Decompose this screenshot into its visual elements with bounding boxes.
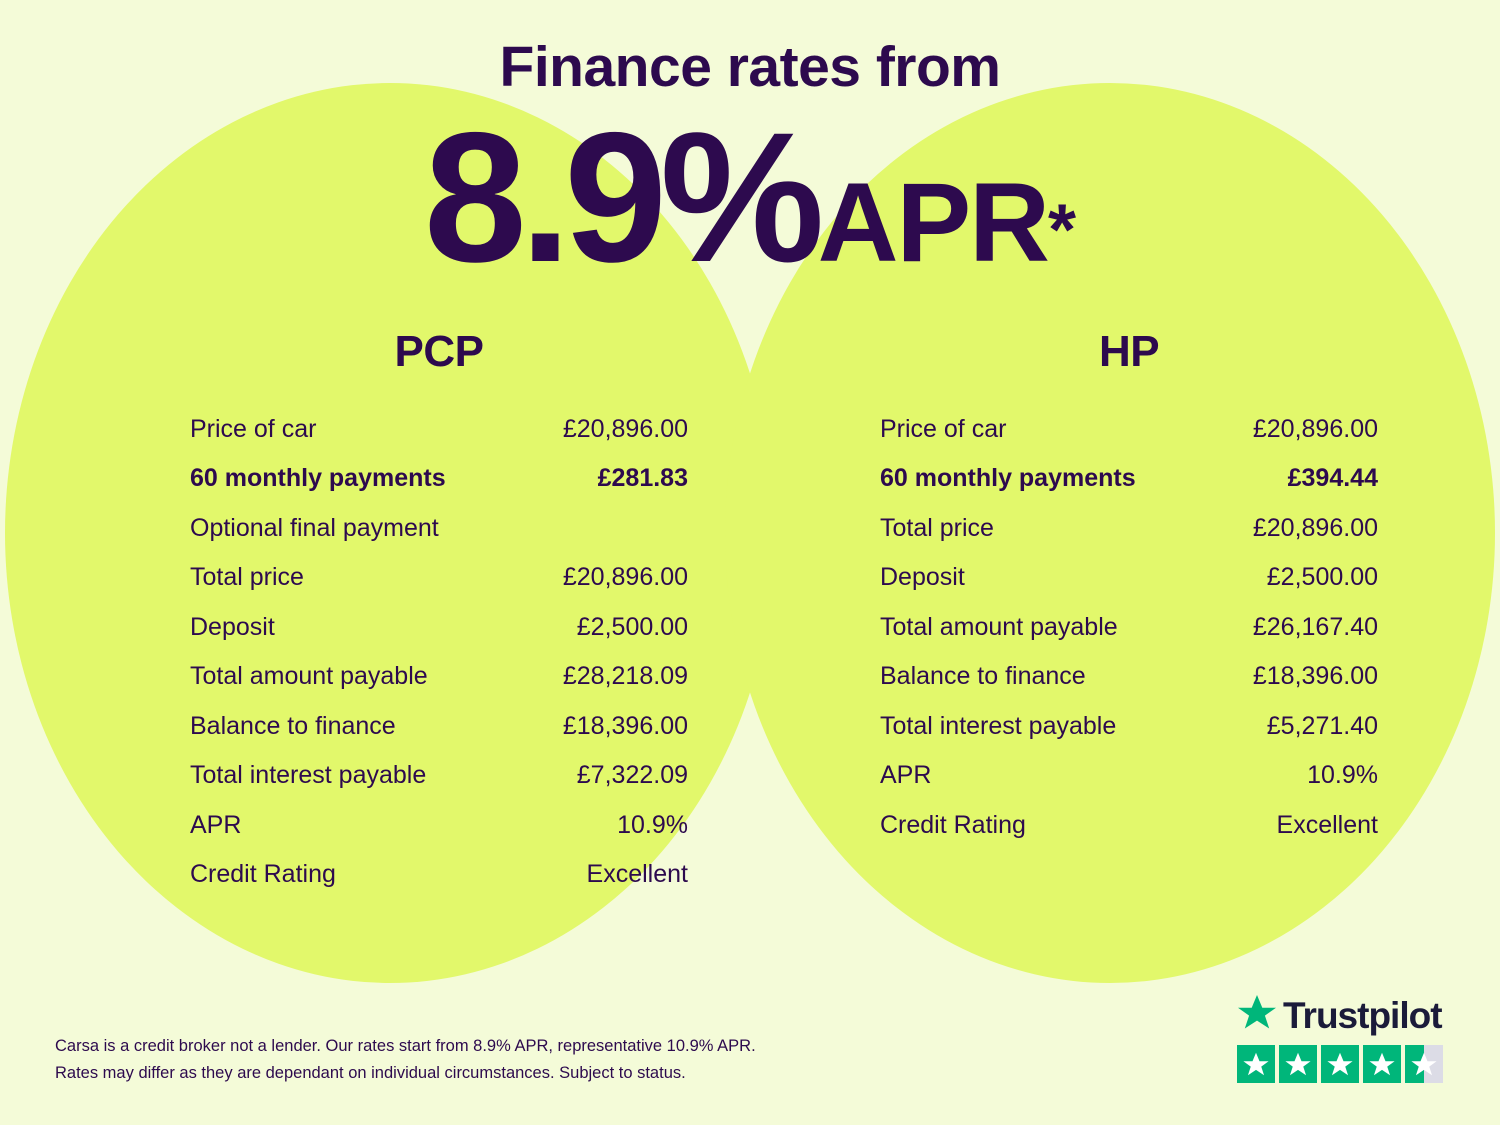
row-label: Total price <box>880 513 994 542</box>
row-value: £281.83 <box>597 464 688 493</box>
table-row <box>880 652 1378 702</box>
table-row <box>880 504 1378 554</box>
table-row <box>880 454 1378 504</box>
row-value: £18,396.00 <box>1252 662 1378 691</box>
table-row <box>190 454 688 504</box>
rating-star-half-icon <box>1405 1045 1443 1083</box>
trustpilot-rating-stars <box>1237 1045 1452 1083</box>
asterisk-marker: * <box>1048 190 1077 271</box>
rating-star-icon <box>1321 1045 1359 1083</box>
row-value: 10.9% <box>617 810 688 839</box>
row-value: £20,896.00 <box>562 414 688 443</box>
row-value: Excellent <box>586 860 688 889</box>
headline-rate <box>0 94 1500 301</box>
column-title-pcp: PCP <box>394 326 484 376</box>
rate-apr-label: APR <box>817 159 1049 285</box>
table-row <box>880 801 1378 851</box>
table-row <box>880 553 1378 603</box>
row-value: £20,896.00 <box>1252 414 1378 443</box>
table-row <box>190 702 688 752</box>
row-label: 60 monthly payments <box>880 464 1136 493</box>
row-value: £394.44 <box>1287 464 1378 493</box>
table-row <box>190 801 688 851</box>
trustpilot-star-icon <box>1237 993 1277 1038</box>
row-label: APR <box>880 761 932 790</box>
row-label: Total amount payable <box>880 612 1118 641</box>
table-row <box>880 603 1378 653</box>
row-label: Credit Rating <box>880 810 1026 839</box>
table-row <box>190 405 688 455</box>
table-row <box>190 751 688 801</box>
finance-column-pcp <box>60 327 750 900</box>
row-label: 60 monthly payments <box>190 464 446 493</box>
row-label: Total amount payable <box>190 662 428 691</box>
row-label: Optional final payment <box>190 513 439 542</box>
row-value: £7,322.09 <box>576 761 688 790</box>
finance-comparison <box>0 327 1500 900</box>
row-value: £28,218.09 <box>562 662 688 691</box>
rating-star-icon <box>1237 1045 1275 1083</box>
table-row <box>190 850 688 900</box>
row-value: 10.9% <box>1307 761 1378 790</box>
row-label: Balance to finance <box>190 711 396 740</box>
disclaimer-line-1: Carsa is a credit broker not a lender. Our rates start from 8.9% APR, representative 10.9% APR. <box>55 1036 756 1055</box>
trustpilot-logo <box>1237 993 1452 1038</box>
table-row <box>190 504 688 554</box>
trustpilot-widget[interactable] <box>1237 993 1452 1083</box>
rate-percent: 8.9% <box>423 94 818 301</box>
table-row <box>880 405 1378 455</box>
row-label: Balance to finance <box>880 662 1086 691</box>
legal-disclaimer <box>55 1033 756 1087</box>
page-title: Finance rates from <box>499 35 1001 99</box>
row-label: Total interest payable <box>190 761 427 790</box>
table-row <box>190 553 688 603</box>
table-row <box>880 702 1378 752</box>
row-value: £5,271.40 <box>1266 711 1378 740</box>
row-value: £18,396.00 <box>562 711 688 740</box>
row-value: £2,500.00 <box>576 612 688 641</box>
rating-star-icon <box>1363 1045 1401 1083</box>
table-row <box>190 603 688 653</box>
row-value: £2,500.00 <box>1266 563 1378 592</box>
row-value: £26,167.40 <box>1252 612 1378 641</box>
row-label: Deposit <box>190 612 275 641</box>
finance-column-hp <box>750 327 1440 900</box>
table-row <box>880 751 1378 801</box>
row-label: Total price <box>190 563 304 592</box>
row-label: Total interest payable <box>880 711 1117 740</box>
row-label: APR <box>190 810 242 839</box>
row-value: £20,896.00 <box>562 563 688 592</box>
row-label: Credit Rating <box>190 860 336 889</box>
rating-star-icon <box>1279 1045 1317 1083</box>
row-label: Price of car <box>880 414 1007 443</box>
pcp-rows <box>190 405 688 900</box>
trustpilot-wordmark: Trustpilot <box>1283 995 1442 1036</box>
row-label: Price of car <box>190 414 317 443</box>
disclaimer-line-2: Rates may differ as they are dependant on individual circumstances. Subject to status. <box>55 1063 686 1082</box>
row-value: Excellent <box>1276 810 1378 839</box>
column-title-hp: HP <box>1098 326 1160 376</box>
hp-rows <box>880 405 1378 851</box>
table-row <box>190 652 688 702</box>
row-value: £20,896.00 <box>1252 513 1378 542</box>
row-label: Deposit <box>880 563 965 592</box>
